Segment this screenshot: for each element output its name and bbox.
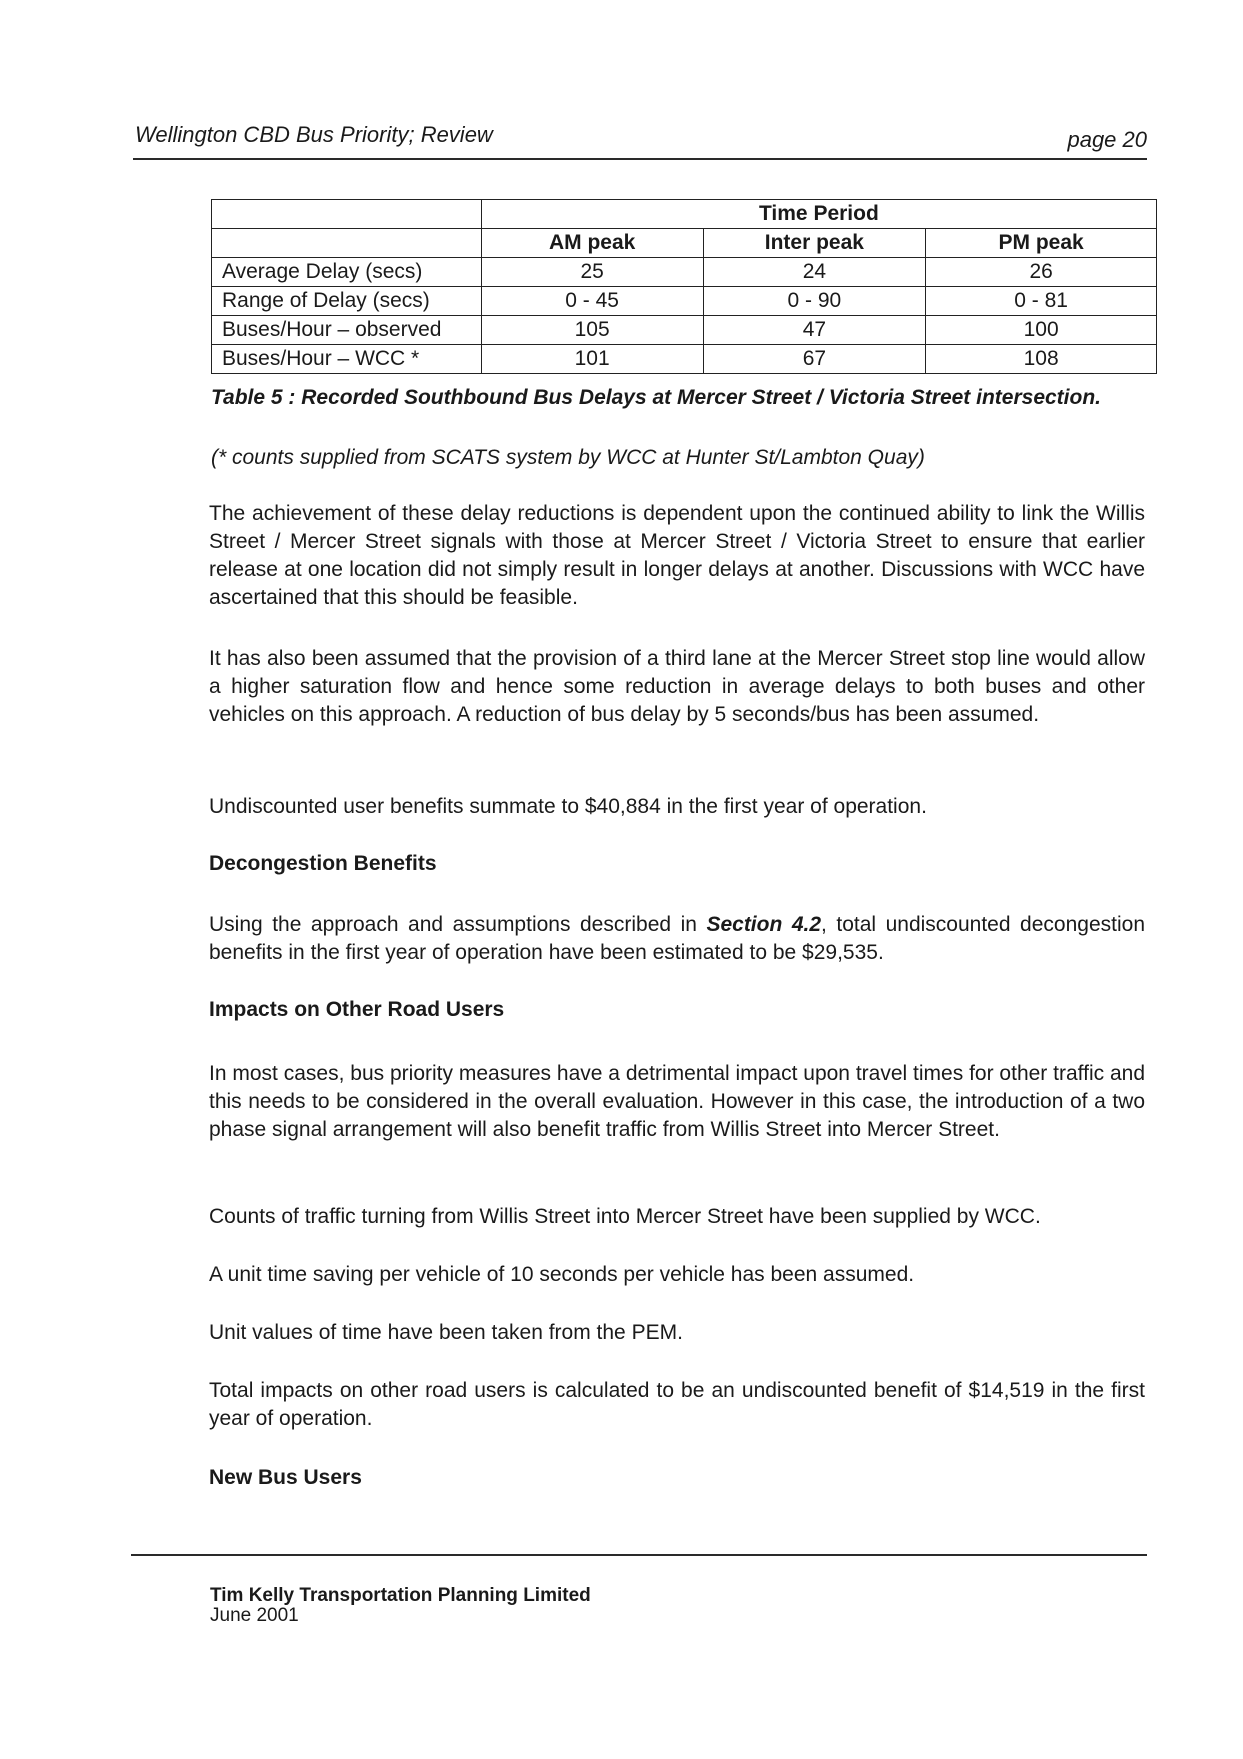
heading-decongestion-benefits: Decongestion Benefits	[209, 852, 437, 875]
table-cell: 24	[703, 258, 926, 287]
table-footnote: (* counts supplied from SCATS system by WCC at Hunter St/Lambton Quay)	[211, 446, 925, 469]
paragraph-total-impacts: Total impacts on other road users is calculated to be an undiscounted benefit of $14,519 in the first year of operation.	[209, 1379, 1145, 1430]
table-corner-cell	[212, 200, 482, 229]
column-header-am-peak: AM peak	[481, 229, 703, 258]
table-column-header-row	[212, 229, 1157, 258]
document-title: Wellington CBD Bus Priority; Review	[135, 122, 493, 147]
paragraph-counts: Counts of traffic turning from Willis Street into Mercer Street have been supplied by WCC.	[209, 1205, 1041, 1228]
row-label: Range of Delay (secs)	[212, 287, 482, 316]
heading-new-bus-users: New Bus Users	[209, 1466, 362, 1489]
column-header-pm-peak: PM peak	[926, 229, 1157, 258]
paragraph-unit-values: Unit values of time have been taken from the PEM.	[209, 1321, 683, 1344]
row-label: Buses/Hour – observed	[212, 316, 482, 345]
bus-delay-table	[211, 199, 1157, 374]
table-cell: 105	[481, 316, 703, 345]
paragraph-unit-time-saving: A unit time saving per vehicle of 10 seconds per vehicle has been assumed.	[209, 1263, 915, 1286]
table-row	[212, 316, 1157, 345]
page-number: page 20	[1067, 127, 1147, 152]
table-cell: 108	[926, 345, 1157, 374]
table-cell: 0 - 90	[703, 287, 926, 316]
footer-organization: Tim Kelly Transportation Planning Limited	[210, 1585, 591, 1606]
page-header	[133, 118, 1147, 160]
table-cell: 26	[926, 258, 1157, 287]
table-cell: 101	[481, 345, 703, 374]
footer-divider	[131, 1554, 1147, 1556]
table-corner-cell	[212, 229, 482, 258]
table-cell: 0 - 45	[481, 287, 703, 316]
table-cell: 0 - 81	[926, 287, 1157, 316]
table-row	[212, 287, 1157, 316]
text: Using the approach and assumptions described in	[209, 913, 707, 936]
table-cell: 25	[481, 258, 703, 287]
table-caption: Table 5 : Recorded Southbound Bus Delays at Mercer Street / Victoria Street intersection.	[211, 386, 1101, 409]
table-cell: 67	[703, 345, 926, 374]
paragraph-decongestion	[209, 911, 1145, 967]
paragraph-delay-linking: The achievement of these delay reductions is dependent upon the continued ability to link the Willis Street / Mercer Street signals with those at Mercer Street / Victoria Street to ensure that earlier release at one location did not simply result in longer delays at another. Discussions with WCC have ascertained that this should be feasible.	[209, 502, 1145, 609]
text: , total undiscounted decongestion benefits in the first year of operation have been estimated to be $29,535.	[209, 913, 1145, 964]
table-row	[212, 258, 1157, 287]
footer-date: June 2001	[210, 1605, 299, 1626]
table-cell: 100	[926, 316, 1157, 345]
time-period-header: Time Period	[481, 200, 1156, 229]
row-label: Buses/Hour – WCC *	[212, 345, 482, 374]
table-group-header-row	[212, 200, 1157, 229]
paragraph-third-lane: It has also been assumed that the provision of a third lane at the Mercer Street stop line would allow a higher saturation flow and hence some reduction in average delays to both buses and other vehicles on this approach. A reduction of bus delay by 5 seconds/bus has been assumed.	[209, 647, 1145, 726]
table-row	[212, 345, 1157, 374]
column-header-inter-peak: Inter peak	[703, 229, 926, 258]
heading-impacts-other-road-users: Impacts on Other Road Users	[209, 998, 505, 1021]
row-label: Average Delay (secs)	[212, 258, 482, 287]
paragraph-impacts: In most cases, bus priority measures have a detrimental impact upon travel times for other traffic and this needs to be considered in the overall evaluation. However in this case, the introduction of a two phase signal arrangement will also benefit traffic from Willis Street into Mercer Street.	[209, 1062, 1145, 1141]
table-cell: 47	[703, 316, 926, 345]
section-reference: Section 4.2	[706, 913, 822, 936]
paragraph-user-benefits: Undiscounted user benefits summate to $40,884 in the first year of operation.	[209, 795, 927, 818]
